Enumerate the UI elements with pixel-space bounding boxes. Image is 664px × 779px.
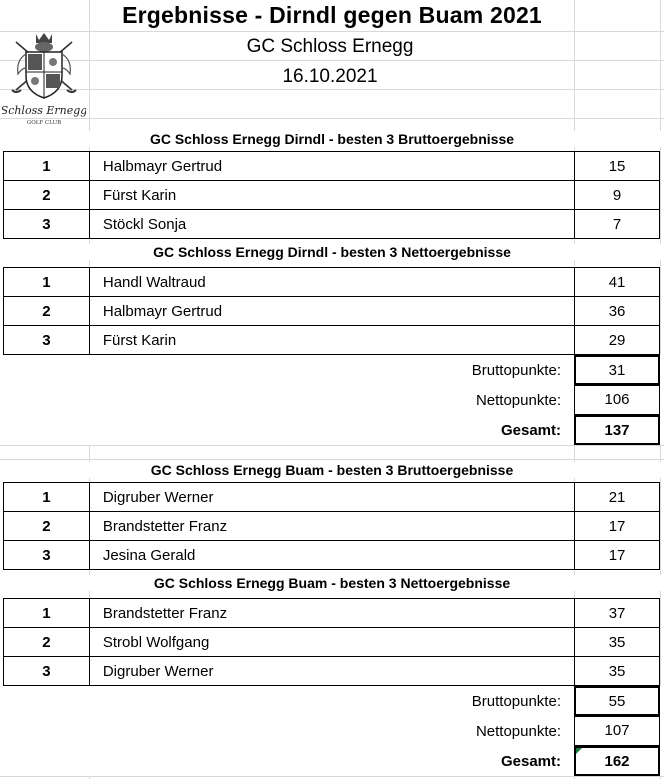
section-heading-dirndl-netto: GC Schloss Ernegg Dirndl - besten 3 Nettoergebnisse <box>0 244 664 260</box>
netto-value: 107 <box>574 716 660 746</box>
points-cell: 41 <box>575 268 660 297</box>
logo-sub-text: GOLF CLUB <box>26 120 62 126</box>
netto-value: 106 <box>574 385 660 415</box>
player-name-cell: Handl Waltraud <box>89 268 574 297</box>
total-value: 137 <box>574 415 660 445</box>
player-name-cell: Digruber Werner <box>89 483 574 512</box>
summary-brutto-row <box>0 686 664 716</box>
rank-cell: 3 <box>4 657 90 686</box>
brutto-value: 55 <box>574 686 660 716</box>
grid-line <box>0 60 664 61</box>
total-value <box>574 746 660 776</box>
event-date: 16.10.2021 <box>282 66 378 87</box>
rank-cell: 3 <box>4 326 90 355</box>
grid-line <box>0 445 664 446</box>
total-value-text: 162 <box>604 753 630 770</box>
netto-label: Nettopunkte: <box>475 392 561 409</box>
cell-indicator-icon <box>576 748 582 754</box>
points-cell: 15 <box>575 152 660 181</box>
table-row <box>4 268 660 297</box>
grid-line <box>0 118 664 119</box>
table-row <box>4 326 660 355</box>
player-name-cell: Brandstetter Franz <box>89 512 574 541</box>
grid-line <box>0 776 664 777</box>
rank-cell: 2 <box>4 628 90 657</box>
club-logo <box>2 28 86 128</box>
rank-cell: 3 <box>4 210 90 239</box>
table-row <box>4 657 660 686</box>
table-row <box>4 181 660 210</box>
grid-line <box>0 31 664 32</box>
summary-netto-row <box>0 716 664 746</box>
table-row <box>4 628 660 657</box>
total-label: Gesamt: <box>500 422 561 439</box>
points-cell: 35 <box>575 628 660 657</box>
summary-netto-row <box>0 385 664 415</box>
results-table-buam-netto <box>3 598 660 686</box>
section-heading-dirndl-brutto: GC Schloss Ernegg Dirndl - besten 3 Bruttoergebnisse <box>0 131 664 147</box>
points-cell: 21 <box>575 483 660 512</box>
rank-cell: 2 <box>4 512 90 541</box>
player-name-cell: Digruber Werner <box>89 657 574 686</box>
rank-cell: 1 <box>4 483 90 512</box>
rank-cell: 2 <box>4 181 90 210</box>
logo-script-text: Schloss Ernegg <box>2 104 86 117</box>
table-row <box>4 483 660 512</box>
rank-cell: 1 <box>4 152 90 181</box>
section-heading-buam-netto: GC Schloss Ernegg Buam - besten 3 Nettoergebnisse <box>0 575 664 591</box>
section-heading-buam-brutto: GC Schloss Ernegg Buam - besten 3 Bruttoergebnisse <box>0 462 664 478</box>
points-cell: 37 <box>575 599 660 628</box>
results-table-dirndl-netto <box>3 267 660 355</box>
player-name-cell: Stöckl Sonja <box>89 210 574 239</box>
results-table-dirndl-brutto <box>3 151 660 239</box>
club-name: GC Schloss Ernegg <box>246 36 414 57</box>
table-row <box>4 210 660 239</box>
player-name-cell: Fürst Karin <box>89 326 574 355</box>
player-name-cell: Strobl Wolfgang <box>89 628 574 657</box>
points-cell: 17 <box>575 512 660 541</box>
summary-total-row <box>0 746 664 776</box>
player-name-cell: Halbmayr Gertrud <box>89 297 574 326</box>
netto-label: Nettopunkte: <box>475 723 561 740</box>
grid-line <box>0 89 664 90</box>
player-name-cell: Jesina Gerald <box>89 541 574 570</box>
rank-cell: 1 <box>4 268 90 297</box>
table-row <box>4 599 660 628</box>
player-name-cell: Halbmayr Gertrud <box>89 152 574 181</box>
player-name-cell: Fürst Karin <box>89 181 574 210</box>
summary-total-row <box>0 415 664 445</box>
brutto-label: Bruttopunkte: <box>471 362 561 379</box>
table-row <box>4 512 660 541</box>
points-cell: 17 <box>575 541 660 570</box>
points-cell: 35 <box>575 657 660 686</box>
points-cell: 9 <box>575 181 660 210</box>
crest-icon <box>2 28 86 128</box>
page-title: Ergebnisse - Dirndl gegen Buam 2021 <box>122 2 542 28</box>
player-name-cell: Brandstetter Franz <box>89 599 574 628</box>
total-label: Gesamt: <box>500 753 561 770</box>
rank-cell: 2 <box>4 297 90 326</box>
summary-brutto-row <box>0 355 664 385</box>
results-table-buam-brutto <box>3 482 660 570</box>
rank-cell: 3 <box>4 541 90 570</box>
table-row <box>4 152 660 181</box>
points-cell: 7 <box>575 210 660 239</box>
brutto-value: 31 <box>574 355 660 385</box>
grid-line <box>0 459 664 460</box>
table-row <box>4 541 660 570</box>
table-row <box>4 297 660 326</box>
rank-cell: 1 <box>4 599 90 628</box>
brutto-label: Bruttopunkte: <box>471 693 561 710</box>
points-cell: 36 <box>575 297 660 326</box>
points-cell: 29 <box>575 326 660 355</box>
